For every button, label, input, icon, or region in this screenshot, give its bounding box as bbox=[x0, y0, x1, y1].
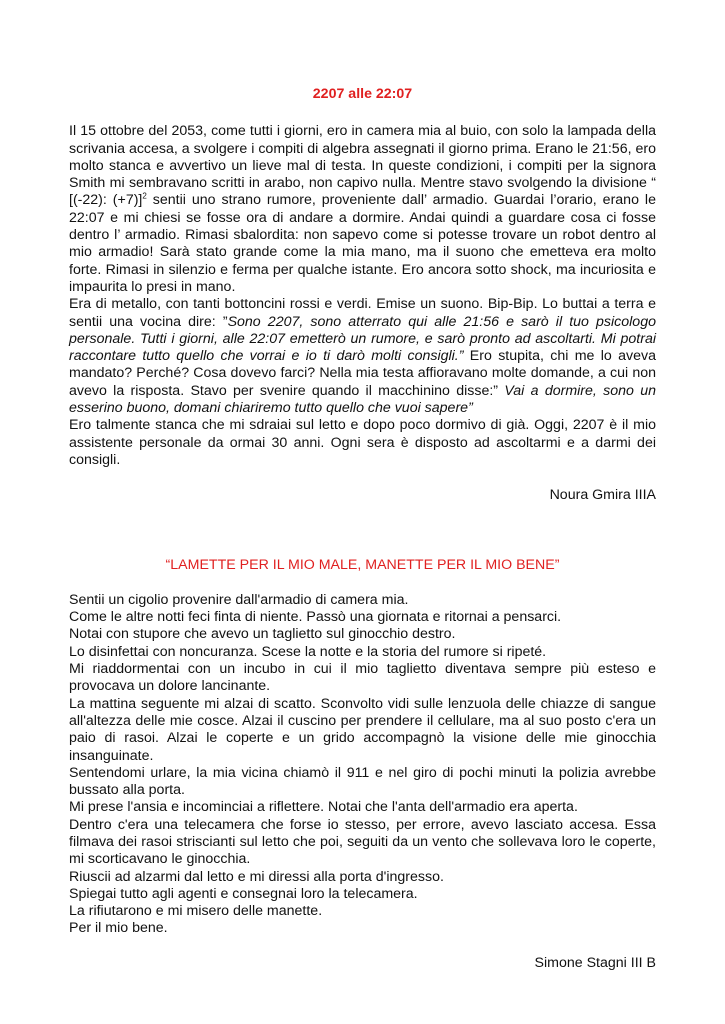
story1-p2-text-b: Ero stupita, chi me lo aveva mandato? Perché? Cosa dovevo farci? Nella mia testa affioravano molte domande, a cui non avevo la risposta. Stavo per svenire quando il macchinino disse:” bbox=[69, 348, 656, 399]
story2-paragraph: Per il mio bene. bbox=[69, 920, 168, 937]
document-page bbox=[69, 86, 656, 972]
story2-paragraph: Lo disinfettai con noncuranza. Scese la notte e la storia del rumore si ripeté. bbox=[69, 643, 547, 660]
story2-title: “LAMETTE PER IL MIO MALE, MANETTE PER IL MIO BENE” bbox=[165, 556, 560, 573]
story2-paragraph: Sentendomi urlare, la mia vicina chiamò il 911 e nel giro di pochi minuti la polizia avrebbe bussato alla porta. bbox=[69, 764, 656, 799]
story2-paragraph: Come le altre notti feci finta di niente. Passò una giornata e ritornai a pensarci. bbox=[69, 609, 562, 626]
story2-paragraph: La mattina seguente mi alzai di scatto. Sconvolto vidi sulle lenzuola delle chiazze di sangue all'altezza delle mie cosce. Alzai il cuscino per prendere il cellulare, ma al suo posto c'era un paio di rasoi. Alzai le coperte e un grido accompagnò la visione delle mie ginocchia insanguinate. bbox=[69, 695, 656, 764]
story2-paragraph: Riuscii ad alzarmi dal letto e mi diressi alla porta d'ingresso. bbox=[69, 868, 444, 885]
story2-paragraph: Dentro c'era una telecamera che forse io stesso, per errore, avevo lasciato accesa. Essa filmava dei rasoi striscianti sul letto che poi, seguiti da un vento che sollevava loro le coperte, mi scorticavano le ginocchia. bbox=[69, 816, 656, 868]
story1-p1-text-a: Il 15 ottobre del 2053, come tutti i giorni, ero in camera mia al buio, con solo la lampada della scrivania accesa, a svolgere i compiti di algebra assegnati il giorno prima. Erano le 21:56, ero molto stanca e avvertivo un lieve mal di testa. In queste condizioni, i compiti per la signora Smith mi sembravano scritti in arabo, non capivo nulla. Mentre stavo svolgendo la divisione “ [(-22): (+7)] bbox=[69, 123, 656, 209]
story2-paragraph: Spiegai tutto agli agenti e consegnai loro la telecamera. bbox=[69, 885, 418, 902]
story1-p1-superscript: 2 bbox=[142, 191, 147, 201]
story1-paragraph-3: Ero talmente stanca che mi sdraiai sul letto e dopo poco dormivo di già. Oggi, 2207 è il mio assistente personale da ormai 30 anni. Ogni sera è disposto ad ascoltarmi e a darmi dei consigli. bbox=[69, 417, 656, 468]
story1-p2-text-a: Era di metallo, con tanti bottoncini rossi e verdi. Emise un suono. Bip-Bip. Lo buttai a terra e sentii una vocina dire: ” bbox=[69, 296, 656, 330]
story1-paragraph-2 bbox=[69, 296, 656, 417]
story2-paragraph: Notai con stupore che avevo un taglietto sul ginocchio destro. bbox=[69, 626, 456, 643]
story1-p2-italic-1: Sono 2207, sono atterrato qui alle 21:56 e sarò il tuo psicologo personale. Tutti i giorni, alle 22:07 emetterò un rumore, e sarò pronto ad ascoltarti. Mi potrai raccontare tutto quello che vorrai e io ti darò molti consigli.” bbox=[69, 313, 656, 365]
story1-title: 2207 alle 22:07 bbox=[312, 86, 413, 102]
story2-body bbox=[69, 592, 656, 938]
story2-paragraph: Mi prese l'ansia e incominciai a riflettere. Notai che l'anta dell'armadio era aperta. bbox=[69, 799, 578, 816]
story2-paragraph: La rifiutarono e mi misero delle manette. bbox=[69, 903, 323, 920]
story1-p1-text-b: sentii uno strano rumore, proveniente dall’ armadio. Guardai l’orario, erano le 22:07 e mi chiesi se fosse ora di andare a dormire. Andai quindi a guardare cosa ci fosse dentro l’ armadio. Rimasi sbalordita: non sapevo come si potesse trovare un robot dentro al mio armadio! Sarà stato grande come la mia mano, ma il suono che emetteva era molto forte. Rimasi in silenzio e ferma per qualche istante. Ero ancora sotto shock, ma incuriosita e impaurita lo presi in mano. bbox=[69, 192, 656, 295]
story2-author: Simone Stagni III B bbox=[534, 954, 656, 971]
story2-paragraph: Mi riaddormentai con un incubo in cui il mio taglietto diventava sempre più esteso e provocava un dolore lancinante. bbox=[69, 661, 656, 695]
story1-p2-italic-2: Vai a dormire, sono un esserino buono, domani chiariremo tutto quello che vuoi sapere” bbox=[69, 382, 657, 417]
story1-author: Noura Gmira IIIA bbox=[549, 487, 656, 504]
story1-paragraph-1 bbox=[69, 123, 656, 296]
story2-paragraph: Sentii un cigolio provenire dall'armadio di camera mia. bbox=[69, 591, 409, 608]
